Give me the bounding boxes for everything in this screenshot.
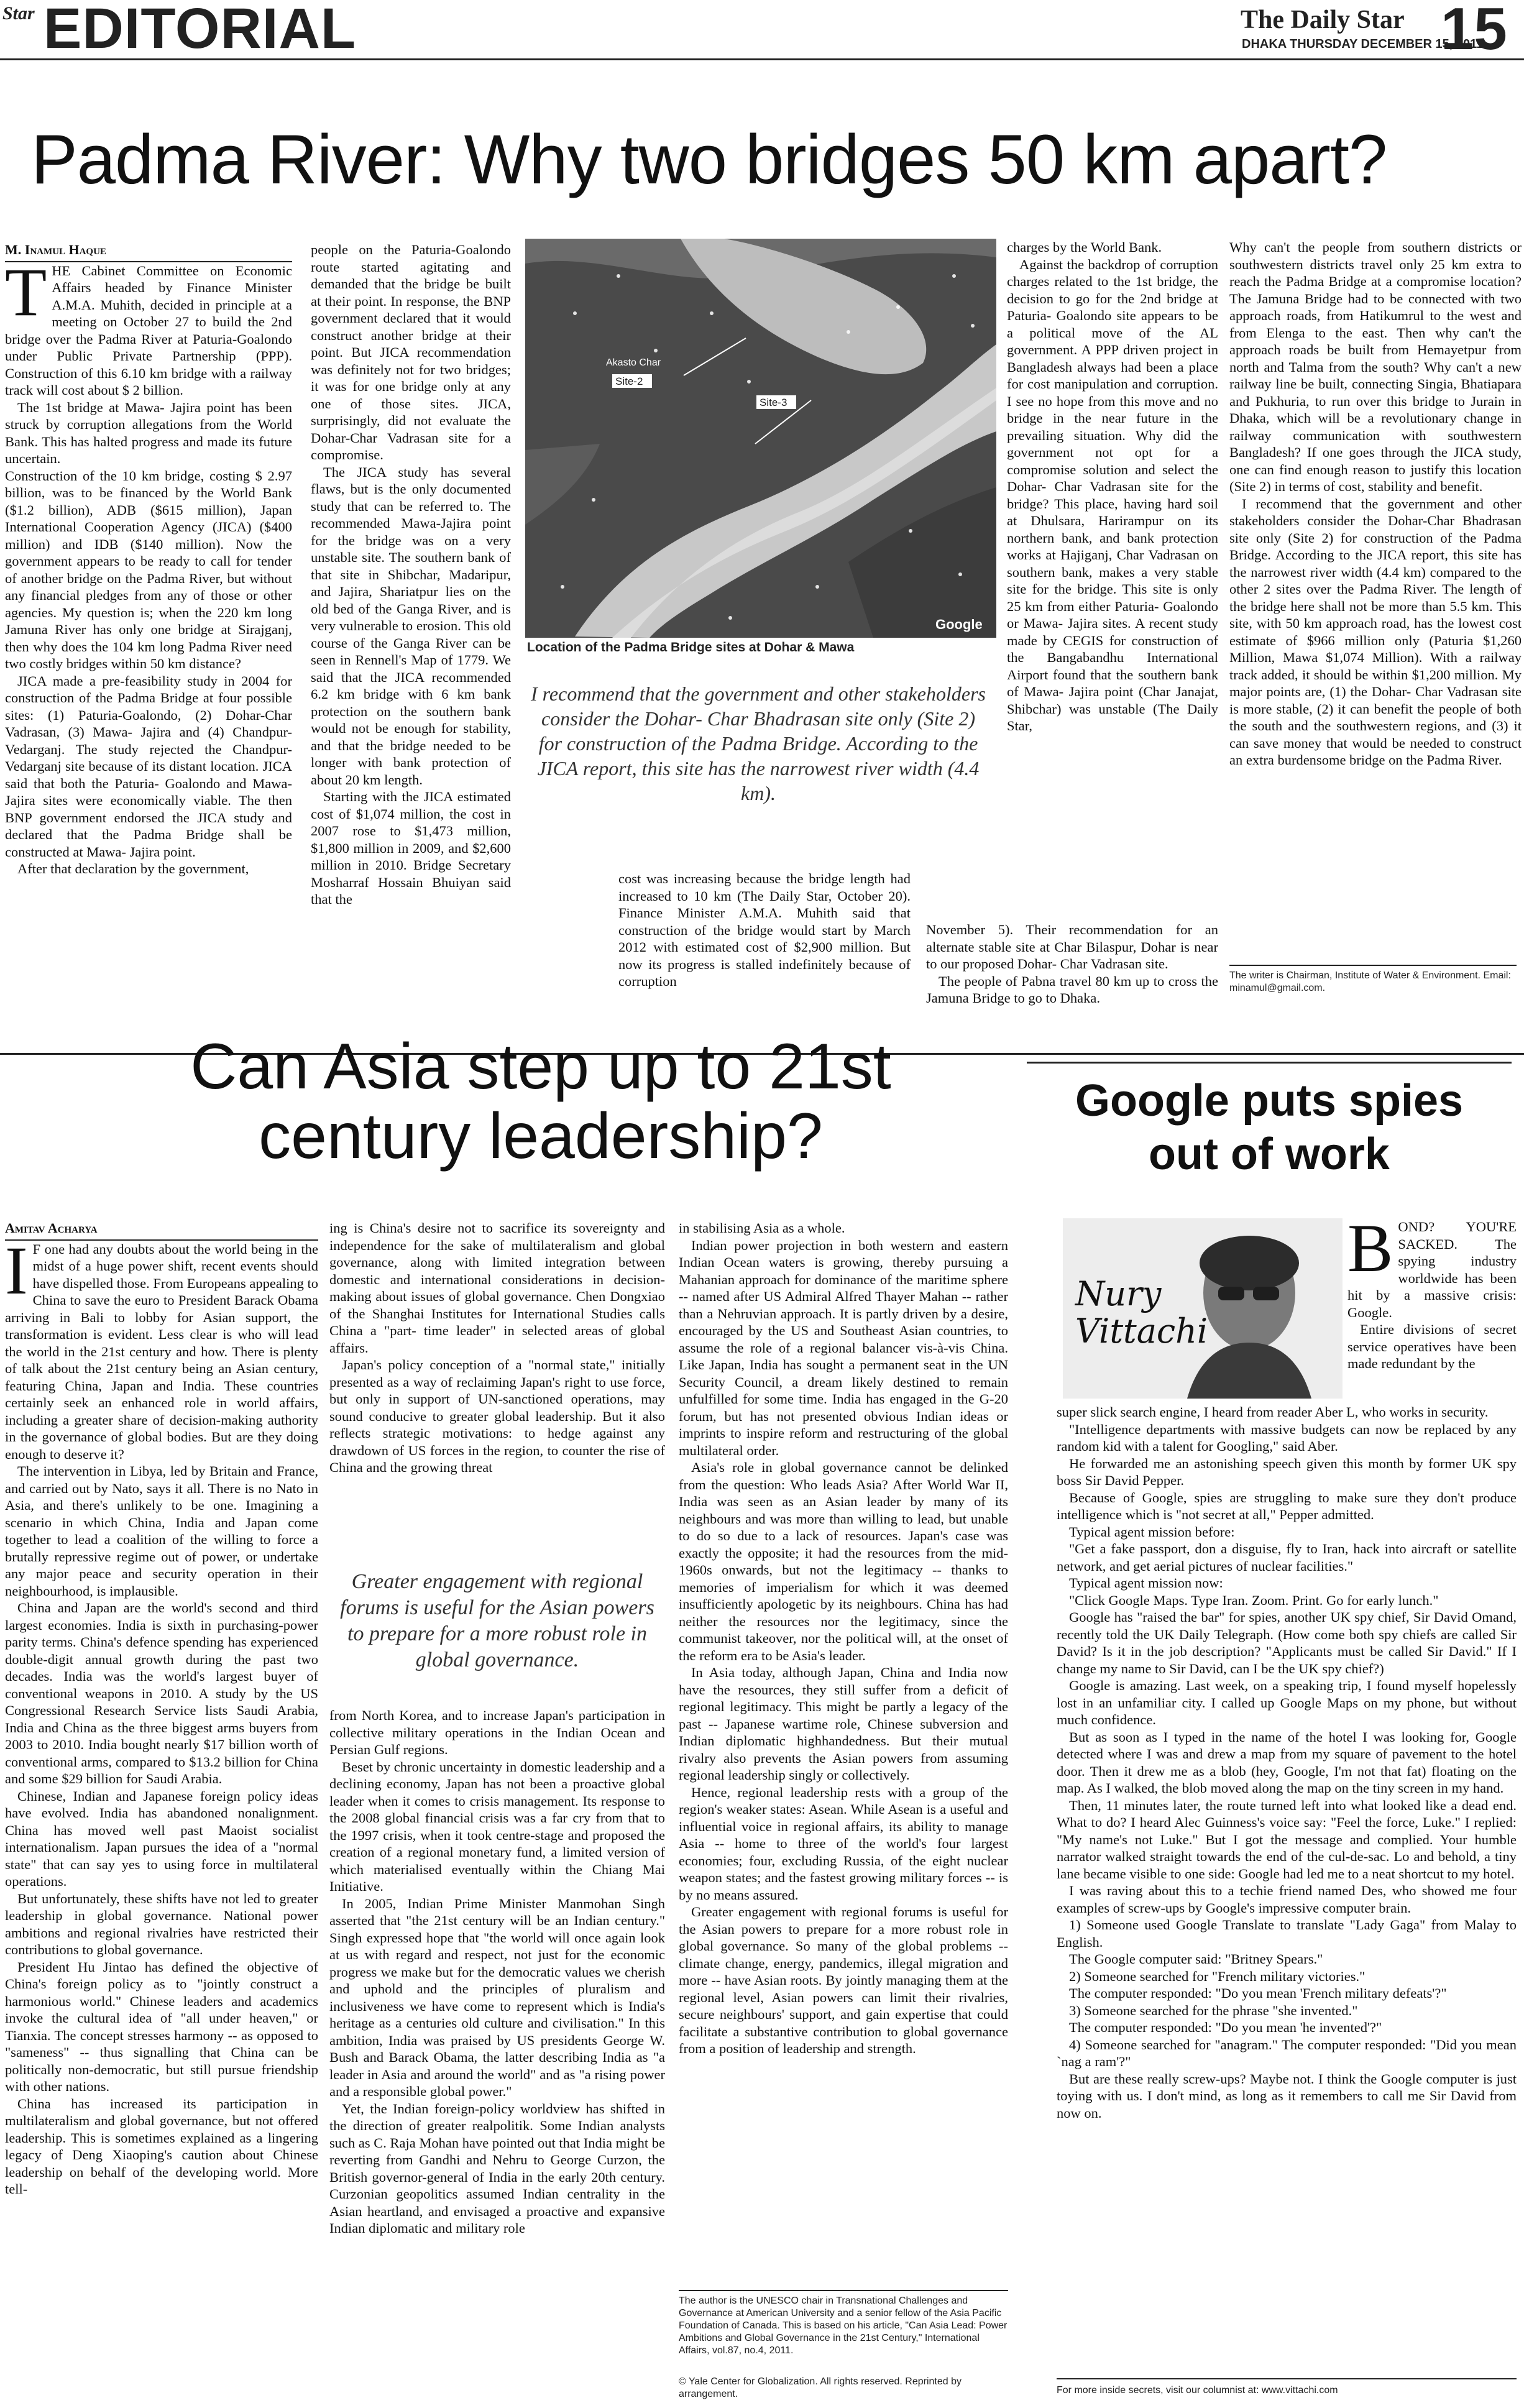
article3-headline-line-2: out of work (1149, 1129, 1390, 1179)
article3-paragraph: Entire divisions of secret service operatives have been made redundant by the (1347, 1321, 1517, 1371)
article2-headline-line-1: Can Asia step up to 21st (190, 1031, 891, 1103)
article3-paragraph: 2) Someone searched for "French military victories." (1069, 1968, 1366, 1984)
star-logo: Star (2, 3, 35, 24)
article1-column-2 (311, 241, 511, 1044)
article1-paragraph: The people of Pabna travel 80 km up to cross the Jamuna Bridge to go to Dhaka. (926, 973, 1218, 1006)
article3-paragraph: "Click Google Maps. Type Iran. Zoom. Print. Go for early lunch." (1069, 1592, 1439, 1608)
article1-note-rule (1229, 965, 1517, 966)
article2-paragraph: Greater engagement with regional forums is useful for the Asian powers to prepare for a more robust role in global governance. So many of the global problems -- climate change, energy, pandemics, illegal migration and more -- have Asian roots. By jointly managing them at the regional level, Asian powers can limit their rivalries, secure neighbours' support, and gain expertise that could facilitate a substantive contribution to global governance from a position of leadership and strength. (679, 1904, 1008, 2056)
article3-paragraph: I was raving about this to a techie friend named Des, who showed me four examples of screw-ups by Google's impressive computer brain. (1057, 1883, 1517, 1916)
article3-paragraph: 1) Someone used Google Translate to translate "Lady Gaga" from Malay to English. (1057, 1917, 1517, 1950)
article1-paragraph: people on the Paturia-Goalondo route started agitating and demanded that the bridge be built at their point. In response, the BNP government declared that it would construct another bridge at their point. But JICA recommendation was definitely not for two bridges; it was for one bridge only at any one of those sites. JICA, surprisingly, did not evaluate the Dohar-Char Vadrasan site for a compromise. (311, 242, 511, 462)
masthead-rule (0, 58, 1524, 60)
article3-paragraph: "Intelligence departments with massive budgets can now be replaced by any random kid with a talent for Googling," said Aber. (1057, 1421, 1517, 1454)
article2-paragraph: Beset by chronic uncertainty in domestic leadership and a declining economy, Japan has not been a proactive global leader when it comes to crisis management. Its response to the 2008 global financial crisis was a far cry from that to the 1997 crisis, when it took centre-stage and proposed the creation of a regional monetary fund, a limited version of which materialised eventually within the Chiang Mai Initiative. (329, 1758, 665, 1894)
article2-paragraph: Hence, regional leadership rests with a group of the region's weaker states: Asean. While Asean is a useful and influential voice in regional affairs, its ability to manage Asia -- home to three of the world's four largest economies; four, excluding Russia, of the eight nuclear weapon states; and the fastest growing military forces -- is by no means assured. (679, 1784, 1008, 1903)
article2-paragraph: F one had any doubts about the world being in the midst of a huge power shift, recent events should have dispelled those. From Europeans appealing to China to save the euro to President Barack Obama arriving in Bali to lobby for Asian support, the transformation is evident. Less clear is who will lead the world in the 21st century and how. There is plenty of talk about the 21st century being an Asian century, featuring China, Japan and India. These countries certainly seek an enhanced role in world affairs, including a greater share of decision-making authority in the governance of global bodies. But are they doing enough to deserve it? (5, 1241, 318, 1462)
article1-paragraph: charges by the World Bank. (1007, 239, 1162, 255)
article3-paragraph: OND? YOU'RE SACKED. The spying industry worldwide has been hit by a massive crisis: Google. (1347, 1219, 1517, 1320)
article2-paragraph: Asia's role in global governance cannot be delinked from the question: Who leads Asia? After World War II, India was seen as an Asian leader by many of its neighbours and was more than willing to lead, but unable to do so due to a lack of resources. Japan's case was exactly the opposite; it had the resources from the mid-1960s onwards, but not the legitimacy -- thanks to memories of imperialism for which it was deemed insufficiently apologetic by its neighbours. China has had neither the resources nor the legitimacy, since the communist takeover, nor the political will, at the onset of the reform era to be Asia's leader. (679, 1459, 1008, 1663)
article3-paragraph: But are these really screw-ups? Maybe not. I think the Google computer is just toying with us. I don't mind, as long as it remembers to call me Sir David from now on. (1057, 2070, 1517, 2121)
article2-note-rule (679, 2290, 1008, 2291)
article1-paragraph: I recommend that the government and other stakeholders consider the Dohar-Char Bhadrasan site only (Site 2) for construction of the Padma Bridge. According to the JICA report, this site has the narrowest river width (4.4 km) compared to the other 2 sites over the Padma River. The length of the bridge here shall not be more than 5.5 km. This site, with 50 km approach road, has the lowest cost estimate of $966 million only (Paturia $1,260 Million, Mawa $1,074 Million). With a railway track added, it should be within $1,200 million. My major points are, (1) the Dohar- Char Vadrasan site is more stable, (2) it can benefit the people of both the south and the southwestern regions, and (3) it can save money that would be needed to construct an extra burdensome bridge on the Padma River. (1229, 495, 1522, 768)
page-number: 15 (1441, 0, 1507, 62)
article3-intro-column (1347, 1210, 1517, 1371)
article2-paragraph: Chinese, Indian and Japanese foreign policy ideas have evolved. India has abandoned nonalignment. China has moved well past Maoist socialist internationalism. Japan pursues the idea of a "normal state" that can say yes to using force in multilateral operations. (5, 1788, 318, 1889)
article1-headline: Padma River: Why two bridges 50 km apart? (31, 121, 1387, 198)
article3-paragraph: The computer responded: "Do you mean 'he invented'?" (1069, 2020, 1382, 2035)
article1-paragraph: Construction of the 10 km bridge, costing $ 2.97 billion, was to be financed by the World Bank ($1.2 billion), ADB ($615 million), Japan International Cooperation Agency (JICA) ($400 million) and IDB ($140 million). Now the government appears to be ready to call for tender of another bridge on the Padma River, but without any financial pledges from any of those or other agencies. My question is; when the 220 km long Jamuna River has only one bridge at Sirajganj, then why does the 104 km long Padma River need two costly bridges within 50 km distance? (5, 467, 292, 671)
article2-headline (75, 1032, 1007, 1171)
article2-paragraph: ing is China's desire not to sacrifice its sovereignty and independence for the sake of multilateralism and global governance, along with limited integration between domestic and international considerations in decision-making about issues of global governance. Chen Dongxiao of the Shanghai Institutes for International Studies calls China a "part- time leader" in selected areas of global affairs. (329, 1220, 665, 1356)
article3-paragraph: super slick search engine, I heard from reader Aber L, who works in security. (1057, 1404, 1489, 1420)
columnist-photo (1063, 1218, 1343, 1399)
article1-paragraph: Starting with the JICA estimated cost of $1,074 million, the cost in 2007 rose to $1,473 million, $1,800 million in 2009, and $2,600 million in 2010. Bridge Secretary Mosharraf Hossain Bhuiyan said that the (311, 789, 511, 907)
article1-column-4-tail (926, 921, 1218, 1044)
article3-paragraph: "Get a fake passport, don a disguise, fly to Iran, hack into aircraft or satellite network, and get aerial pictures of nuclear facilities." (1057, 1541, 1517, 1574)
article3-body (1057, 1404, 1517, 2373)
article1-dropcap: T (5, 254, 47, 330)
article3-paragraph: He forwarded me an astonishing speech given this month by former UK spy boss Sir David Pepper. (1057, 1455, 1517, 1488)
article3-note: For more inside secrets, visit our columnist at: www.vittachi.com (1057, 2385, 1338, 2396)
article2-paragraph: But unfortunately, these shifts have not led to greater leadership in global governance. National power ambitions and regional rivalries have restricted their contributions to global governance. (5, 1890, 318, 1957)
article2-headline-line-2: century leadership? (259, 1100, 823, 1172)
article2-paragraph: In Asia today, although Japan, China and India now have the resources, they still suffer from a deficit of regional legitimacy. This might be partly a legacy of the past -- Japanese wartime role, Chinese subversion and Indian diplomatic highhandedness. But their mutual rivalry also prevents the Asian powers from assuming regional leadership singly or collectively. (679, 1665, 1008, 1783)
article2-paragraph: In 2005, Indian Prime Minister Manmohan Singh asserted that "the 21st century will be an Indian century." Singh expressed hope that "the world will once again look at us with regard and respect, not just for the economic progress we make but for the democratic values we cherish and uphold and the principles of pluralism and inclusiveness we have come to represent which is India's heritage as a centuries old culture and civilisation." In this ambition, India was praised by US presidents George W. Bush and Barack Obama, the latter describing India as "a leader in Asia and around the world" and as "a rising power and a responsible global power." (329, 1895, 665, 2099)
article2-paragraph: Japan's policy conception of a "normal state," initially presented as a way of reclaiming Japan's right to use force, but only in support of UN-sanctioned operations, may sound conducive to greater global leadership. But it also reflects strategic motivations: to hedge against any drawdown of US forces in the region, to counter the rise of China and the growing threat (329, 1357, 665, 1475)
article2-paragraph: Yet, the Indian foreign-policy worldview has shifted in the direction of greater realpolitik. Some Indian analysts such as C. Raja Mohan have pointed out that India might be reverting from Gandhi and Nehru to George Curzon, the British governor-general of India in the early 20th century. Curzonian geopolitics assumed Indian centrality in the Asian heartland, and envisaged a proactive and expansive Indian diplomatic and military role (329, 2100, 665, 2236)
photo-name-first: Nury (1075, 1274, 1162, 1313)
article2-paragraph: The intervention in Libya, led by Britain and France, and carried out by Nato, says it all. There is no Nato in Asia, and there's unlikely to be one. Imagining a scenario in which China, India and Japan come together to lead a coalition of the willing to force a brutally repressive regime out of power, or undertake any major peace and security operation in their neighbourhood, is implausible. (5, 1463, 318, 1599)
article2-column-2-top (329, 1220, 665, 1554)
article1-pullquote: I recommend that the government and other stakeholders consider the Dohar- Char Bhadrasan site only (Site 2) for construction of the Padma Bridge. According to the JICA report, this site has the narrowest river width (4.4 km). (531, 682, 986, 804)
article1-column-4 (1007, 239, 1218, 917)
article2-dropcap: I (5, 1232, 28, 1308)
article2-paragraph: in stabilising Asia as a whole. (679, 1220, 845, 1236)
article1-column-1 (5, 241, 292, 1044)
article3-paragraph: Because of Google, spies are struggling to make sure they don't produce intelligence which is "not secret at all," Pepper admitted. (1057, 1489, 1517, 1522)
map-label-site-3: Site-3 (760, 397, 787, 408)
article2-byline: Amitav Acharya (5, 1220, 318, 1241)
article2-paragraph: from North Korea, and to increase Japan's participation in collective military operations in the Indian Ocean and Persian Gulf regions. (329, 1707, 665, 1757)
article2-column-3 (679, 1220, 1008, 2269)
article1-byline: M. Inamul Haque (5, 241, 292, 262)
article1-paragraph: Against the backdrop of corruption charges related to the 1st bridge, the decision to go for the 2nd bridge at Paturia- Goalondo site appears to be a political move of the AL government. A PPP driven project in Bangladesh always had been a place for cost manipulation and corruption. I see no hope from this move and no bridge in the near future in the prevailing situation. Why did the government not opt for a compromise solution and select the Dohar- Char Vadrasan site for the bridge? This place, having hard soil at Dhulsara, Harirampur on its northern bank, and bank protection works at Hajiganj, Char Vadrasan on southern bank, makes a very stable site for the bridge. This site is only 25 km from either Paturia- Goalondo or Mawa- Jajira sites. A recent study made by CEGIS for construction of the Bangabandhu International Airport found that the southern bank of Mawa- Jajira point (Char Janajat, Shibchar) was unstable (The Daily Star, (1007, 256, 1218, 733)
article1-note: The writer is Chairman, Institute of Water & Environment. Email: minamul@gmail.com. (1229, 970, 1511, 993)
dateline: DHAKA THURSDAY DECEMBER 15, 2011 (1242, 37, 1484, 51)
article1-paragraph: After that declaration by the government, (17, 861, 249, 876)
article3-paragraph: Typical agent mission now: (1069, 1575, 1223, 1591)
article1-column-3 (618, 870, 911, 989)
article3-dropcap: B (1347, 1210, 1393, 1286)
article3-paragraph: Then, 11 minutes later, the route turned left into what looked like a dead end. What to do? I heard Alec Guinness's voice say: "Feel the force, Luke." I replied: "My name's not Luke." But I got the message and complied. Your humble narrator walked straight towards the end of the cul-de-sac. Lo and behold, a tiny lane became visible to one side: Google had led me to a neat shortcut to my hotel. (1057, 1797, 1517, 1882)
masthead (0, 0, 1524, 62)
article1-paragraph: HE Cabinet Committee on Economic Affairs headed by Finance Minister A.M.A. Muhith, decided in principle at a meeting on October 27 to build the 2nd bridge over the Padma River at Paturia-Goalondo under Public Private Partnership (PPP). Construction of this 6.10 km bridge with a railway track will cost about $ 2 billion. (5, 262, 292, 398)
article1-paragraph: The 1st bridge at Mawa- Jajira point has been struck by corruption allegations from the World Bank. This has halted progress and made its future uncertain. (5, 399, 292, 466)
photo-name-last: Vittachi (1075, 1312, 1208, 1351)
article2-paragraph: China has increased its participation in multilateralism and global governance, but not offered leadership. This is sometimes explained as a lingering legacy of Deng Xiaoping's caution about Chinese leadership on behalf of the developing world. More tell- (5, 2095, 318, 2197)
paper-name: The Daily Star (1241, 6, 1405, 34)
article1-paragraph: JICA made a pre-feasibility study in 2004 for construction of the Padma Bridge at four possible sites: (1) Paturia-Goalondo, (2) Dohar-Char Vadrasan, (3) Mawa- Jajira and (4) Chandpur-Vedarganj. The study rejected the Chandpur-Vedarganj site because of its distant location. JICA said that both the Paturia- Goalondo and Mawa- Jajira sites were economically viable. The then BNP government endorsed the JICA study and declared that the Padma Bridge shall be constructed at Mawa- Jajira point. (5, 673, 292, 860)
article3-paragraph: 3) Someone searched for the phrase "she invented." (1069, 2002, 1358, 2018)
map-label-google: Google (935, 617, 983, 632)
padma-map (525, 239, 996, 638)
article3-paragraph: The computer responded: "Do you mean 'French military defeats'?" (1069, 1985, 1447, 2001)
article2-column-1 (5, 1220, 318, 2401)
article2-copyright: © Yale Center for Globalization. All rights reserved. Reprinted by arrangement. (679, 2376, 962, 2399)
article2-paragraph: President Hu Jintao has defined the objective of China's foreign policy as to "jointly construct a harmonious world." Chinese leaders and academics invoke the cultural idea of "all under heaven," or Tianxia. The concept stresses harmony -- as opposed to "sameness" -- thus signalling that China can be politically non-democratic, but still pursue friendship with other nations. (5, 1959, 318, 2094)
article1-paragraph: Why can't the people from southern districts or southwestern districts travel only 25 km extra to reach the Padma Bridge at a compromise location? The Jamuna Bridge had to be connected with two approach roads, from Hatikumrul to the west and from Elenga to the east. Then why can't the approach roads be built from Hemayetpur from north and Talma from the south? Why can't a new railway line be built, connecting Singia, Bhatiapara and Pukhuria, to run over this bridge to Jurain in Dhaka, which will be a revolutionary change in railway communication with southwestern Bangladesh? If one goes through the JICA study, one can find enough reason to justify this location (Site 2) in terms of cost, stability and benefit. (1229, 239, 1522, 494)
article2-note: The author is the UNESCO chair in Transnational Challenges and Governance at American University and a senior fellow of the Asia Pacific Foundation of Canada. This is based on his article, "Can Asia Lead: Power Ambitions and Global Governance in the 21st Century," International Affairs, vol.87, no.4, 2011. (679, 2295, 1008, 2356)
article1-paragraph: The JICA study has several flaws, but is the only documented study that can be referred to. The recommended Mawa-Jajira point for the bridge was on a very unstable site. The southern bank of that site in Shibchar, Madaripur, and Jajira, Shariatpur lies on the old bed of the Ganga River, and is very vulnerable to erosion. This old course of the Ganga River can be seen in Rennell's Map of 1779. We said that the JICA recommended 6.2 km bridge with 6 km bank protection on the southern bank would not be enough for stability, and that the bridge needed to be longer with bank protection of about 20 km length. (311, 464, 511, 788)
article2-column-2-bottom (329, 1707, 665, 2401)
article2-paragraph: Indian power projection in both western and eastern Indian Ocean waters is growing, thereby pursuing a Mahanian approach for dominance of the maritime sphere -- named after US Admiral Alfred Thayer Mahan -- rather than a Nehruvian approach. It is partly driven by a desire, encouraged by the US and Southeast Asian countries, to assume the role of a regional balancer vis-à-vis China. Like Japan, India has sought a permanent seat in the UN Security Council, a dream likely destined to remain unfulfilled for some time. India has engaged in the G-20 forum, but has not presented obvious Indian ideas or imprints to inspire reform and restructuring of the global multilateral order. (679, 1237, 1008, 1458)
map-label-akasto-char: Akasto Char (606, 357, 661, 368)
article3-paragraph: Google is amazing. Last week, on a speaking trip, I found myself hopelessly lost in an unfamiliar city. I called up Google Maps on my phone, but without much confidence. (1057, 1678, 1517, 1727)
map-caption: Location of the Padma Bridge sites at Dohar & Mawa (527, 640, 855, 655)
article3-headline-line-1: Google puts spies (1075, 1076, 1464, 1126)
article2-pullquote: Greater engagement with regional forums is useful for the Asian powers to prepare for a more robust role in global governance. (340, 1570, 654, 1671)
article3-paragraph: 4) Someone searched for "anagram." The computer responded: "Did you mean `nag a ram'?" (1057, 2036, 1517, 2069)
columnist-portrait-image (1063, 1218, 1343, 1399)
article3-paragraph: Google has "raised the bar" for spies, another UK spy chief, Sir David Omand, recently told the UK Daily Telegraph. (How come both spy chiefs are called Sir David? Is it in the job description? "Applicants must be called Sir David." If I change my name to Sir David, can I be the UK spy chief?) (1057, 1609, 1517, 1676)
article3-paragraph: But as soon as I typed in the name of the hotel I was looking for, Google detected where I was and drew a map from my square of pavement to the hotel door. Then it drew me as a blob (hey, Google, I'm not that fat) floating on the map. As I walked, the blob moved along the map on the tiny screen in my hand. (1057, 1729, 1517, 1796)
article3-paragraph: The Google computer said: "Britney Spears." (1069, 1951, 1323, 1967)
article1-paragraph: cost was increasing because the bridge length had increased to 10 km (The Daily Star, October 20). Finance Minister A.M.A. Muhith said that construction of the bridge would start by March 2012 with estimated cost of $2,900 million. But now its progress is stalled indefinitely because of corruption (618, 871, 911, 989)
article3-note-rule (1057, 2378, 1517, 2379)
satellite-map-image (525, 239, 996, 638)
article3-headline (1027, 1074, 1512, 1181)
article1-paragraph: November 5). Their recommendation for an alternate stable site at Char Bilaspur, Dohar is near to our proposed Dohar- Char Vadrasan site. (926, 922, 1218, 972)
article3-paragraph: Typical agent mission before: (1069, 1523, 1235, 1540)
article1-column-5 (1229, 239, 1522, 932)
map-label-site-2: Site-2 (615, 375, 643, 387)
section-title: EDITORIAL (44, 0, 357, 60)
article2-paragraph: China and Japan are the world's second and third largest economies. India is sixth in purchasing-power parity terms. China's defence spending has experienced double-digit annual growth during the past two decades. India was the world's largest buyer of conventional weapons in 2010. A study by the US Congressional Research Service lists Saudi Arabia, India and China as the three biggest arms buyers from 2003 to 2010. India bought nearly $17 billion worth of conventional arms, compared to $13.2 billion for China and some $29 billion for Saudi Arabia. (5, 1600, 318, 1786)
